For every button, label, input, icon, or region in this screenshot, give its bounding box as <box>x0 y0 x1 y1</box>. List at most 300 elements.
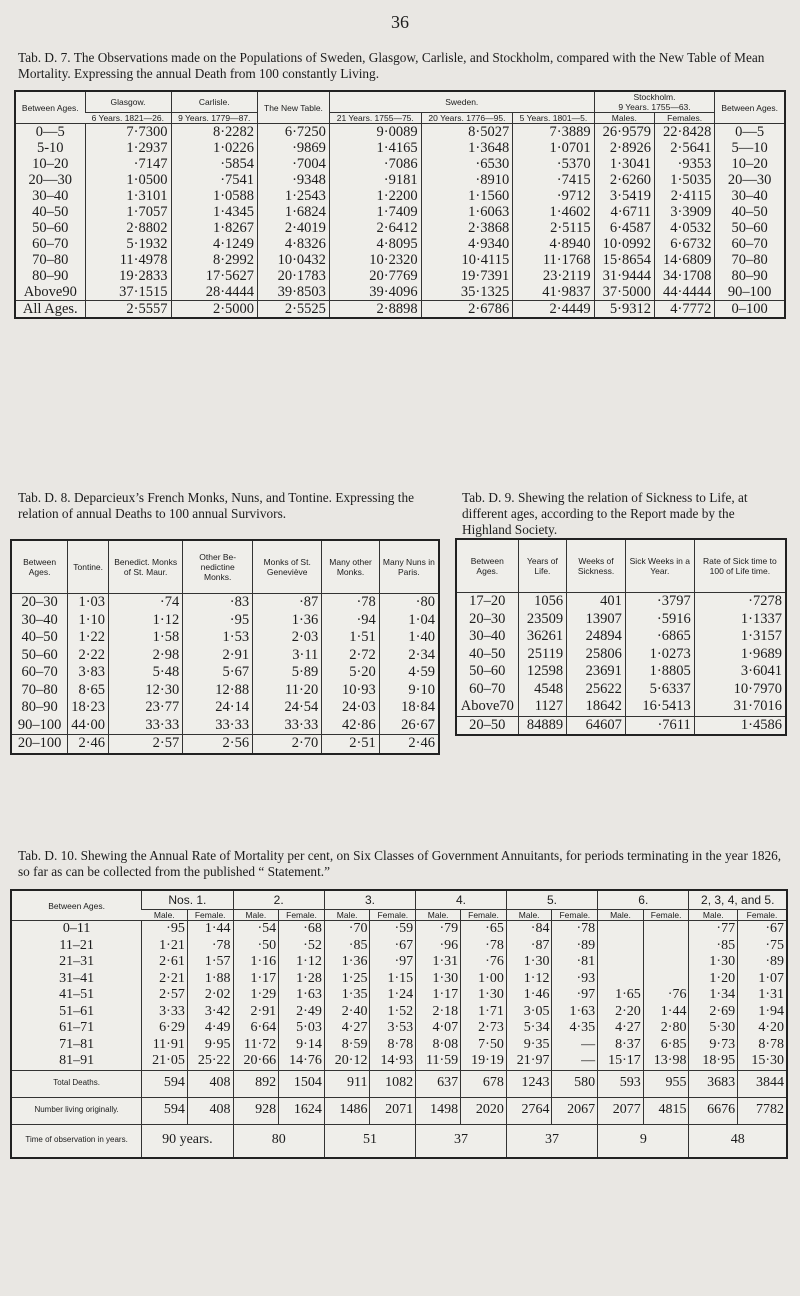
value-cell: 1·20 <box>689 971 738 988</box>
value-cell: ·50 <box>233 938 279 955</box>
total-cell: 84889 <box>518 716 567 735</box>
value-cell: 1·0273 <box>625 646 694 664</box>
value-cell: ·83 <box>183 594 253 612</box>
total-cell: 2·8898 <box>329 301 421 319</box>
value-cell: 1·7409 <box>329 204 421 220</box>
value-cell: 1·12 <box>279 954 325 971</box>
col-glasgow-sub: 6 Years. 1821—26. <box>85 113 171 124</box>
value-cell: 37 <box>416 1124 507 1158</box>
value-cell: 2·98 <box>109 647 183 665</box>
total-cell: 2·5000 <box>171 301 258 319</box>
table2-header: Benedict. Monks of St. Maur. <box>109 540 183 594</box>
french-monks-table <box>10 539 440 755</box>
table-row <box>11 987 787 1004</box>
value-cell: 1·53 <box>183 629 253 647</box>
table-row <box>15 204 785 220</box>
class-header: 6. <box>598 890 689 910</box>
value-cell: 8·2992 <box>171 252 258 268</box>
value-cell: 1243 <box>506 1070 552 1097</box>
age-cell: 81–91 <box>59 1053 95 1068</box>
value-cell: 1·0500 <box>85 172 171 188</box>
value-cell: 1·35 <box>324 987 370 1004</box>
value-cell: 3·11 <box>253 647 322 665</box>
value-cell: 36261 <box>518 628 567 646</box>
value-cell: 2·4019 <box>258 220 330 236</box>
value-cell: 1082 <box>370 1070 416 1097</box>
value-cell: 2·61 <box>142 954 188 971</box>
value-cell: 24·03 <box>322 699 380 717</box>
value-cell: ·9712 <box>513 188 594 204</box>
value-cell: 1·21 <box>142 938 188 955</box>
value-cell: 3·83 <box>68 664 109 682</box>
value-cell: 37·5000 <box>594 284 654 301</box>
age-cell: 5—10 <box>715 140 785 156</box>
total-cell: 2·4449 <box>513 301 594 319</box>
value-cell: 1·57 <box>187 954 233 971</box>
total-label: All Ages. <box>15 301 85 319</box>
value-cell: ·78 <box>461 938 507 955</box>
value-cell: ·7541 <box>171 172 258 188</box>
age-cell: 70–80 <box>21 681 58 698</box>
value-cell: ·95 <box>183 612 253 630</box>
table-row <box>15 284 785 301</box>
value-cell: 6·4587 <box>594 220 654 236</box>
value-cell: 41·9837 <box>513 284 594 301</box>
page-number: 36 <box>391 12 409 32</box>
age-cell: 40–50 <box>32 204 69 220</box>
value-cell: 1·10 <box>68 612 109 630</box>
value-cell: 9 <box>598 1124 689 1158</box>
value-cell: 11·20 <box>253 682 322 700</box>
table2-header: Many other Monks. <box>322 540 380 594</box>
class-header: 5. <box>506 890 597 910</box>
value-cell: 1624 <box>279 1097 325 1124</box>
value-cell: 2·80 <box>643 1020 689 1037</box>
value-cell: 39·4096 <box>329 284 421 301</box>
value-cell <box>598 938 644 955</box>
age-cell: 40–50 <box>21 629 58 645</box>
value-cell: 26·9579 <box>594 124 654 141</box>
value-cell <box>643 954 689 971</box>
col-between-ages-right: Between Ages. <box>715 91 785 124</box>
male-header: Male. <box>506 910 552 921</box>
total-cell: 1·4586 <box>694 716 786 735</box>
value-cell: — <box>552 1053 598 1070</box>
table3-header: Between Ages. <box>456 539 518 593</box>
value-cell: 2·8926 <box>594 140 654 156</box>
value-cell: ·5370 <box>513 156 594 172</box>
table2-header: Monks of St. Geneviève <box>253 540 322 594</box>
value-cell: 1·17 <box>416 987 461 1004</box>
value-cell: ·94 <box>322 612 380 630</box>
value-cell: 18·23 <box>68 699 109 717</box>
total-label: 20–50 <box>456 716 518 735</box>
value-cell: 2·18 <box>416 1004 461 1021</box>
value-cell: 1·9689 <box>694 646 786 664</box>
col-carlisle: Carlisle. <box>171 91 258 113</box>
value-cell: ·75 <box>738 938 787 955</box>
value-cell: 2·3868 <box>421 220 513 236</box>
class-header: 2, 3, 4, and 5. <box>689 890 787 910</box>
value-cell: 1·28 <box>279 971 325 988</box>
table-row <box>456 681 786 699</box>
total-cell: 2·56 <box>183 735 253 754</box>
age-cell: 20—30 <box>715 172 785 188</box>
value-cell: 9·95 <box>187 1037 233 1054</box>
col-between-ages: Between Ages. <box>15 91 85 124</box>
value-cell: 7782 <box>738 1097 787 1124</box>
table-row <box>15 268 785 284</box>
value-cell: 11·59 <box>416 1053 461 1070</box>
value-cell: 4·35 <box>552 1020 598 1037</box>
value-cell: 19·19 <box>461 1053 507 1070</box>
value-cell: 8·37 <box>598 1037 644 1054</box>
table-row <box>11 1037 787 1054</box>
value-cell: 1·0701 <box>513 140 594 156</box>
age-cell: 90–100 <box>715 284 785 301</box>
value-cell: 2·73 <box>461 1020 507 1037</box>
value-cell: 1·94 <box>738 1004 787 1021</box>
value-cell: 911 <box>324 1070 370 1097</box>
table2-header-row <box>11 540 439 594</box>
table-row <box>11 629 439 647</box>
total-cell: 2·51 <box>322 735 380 754</box>
value-cell: 1·04 <box>379 612 439 630</box>
value-cell: 2·40 <box>324 1004 370 1021</box>
value-cell: 8·65 <box>68 682 109 700</box>
table-row <box>15 172 785 188</box>
age-cell: Above90 <box>23 284 77 300</box>
value-cell: ·79 <box>416 921 461 938</box>
age-cell: 60–70 <box>21 664 58 680</box>
value-cell: 1486 <box>324 1097 370 1124</box>
value-cell: 1·29 <box>233 987 279 1004</box>
value-cell: 14·76 <box>279 1053 325 1070</box>
age-cell: 51–61 <box>59 1003 95 1019</box>
age-cell: 30–40 <box>32 188 69 204</box>
value-cell: 1·30 <box>506 954 552 971</box>
value-cell: 20·1783 <box>258 268 330 284</box>
table-row <box>11 594 439 612</box>
age-cell: 20—30 <box>28 172 73 188</box>
value-cell: 6676 <box>689 1097 738 1124</box>
table4-caption: Tab. D. 10. Shewing the Annual Rate of Mortality per cent, on Six Classes of Government Annuitants, for periods terminating in the year 1826, so far as can be collected from the published “ Statement.” <box>18 848 782 879</box>
value-cell: 1·40 <box>379 629 439 647</box>
value-cell: 1·4345 <box>171 204 258 220</box>
value-cell: 1·8805 <box>625 663 694 681</box>
value-cell: 12598 <box>518 663 567 681</box>
value-cell: 2·03 <box>253 629 322 647</box>
table-row <box>11 1053 787 1070</box>
between-ages-header: Between Ages. <box>11 890 142 921</box>
value-cell: 4·20 <box>738 1020 787 1037</box>
value-cell: ·95 <box>142 921 188 938</box>
class-header: Nos. 1. <box>142 890 233 910</box>
value-cell: 10·93 <box>322 682 380 700</box>
value-cell: 28·4444 <box>171 284 258 301</box>
value-cell: 408 <box>187 1070 233 1097</box>
value-cell: 1·36 <box>253 612 322 630</box>
stockholm-title: Stockholm. <box>633 92 676 102</box>
value-cell: ·5916 <box>625 611 694 629</box>
table-row <box>15 124 785 141</box>
class-header: 4. <box>416 890 507 910</box>
value-cell: 10·0432 <box>258 252 330 268</box>
table-row <box>456 698 786 716</box>
value-cell: 892 <box>233 1070 279 1097</box>
value-cell: 594 <box>142 1070 188 1097</box>
female-header: Female. <box>279 910 325 921</box>
value-cell: ·7086 <box>329 156 421 172</box>
value-cell: 4·6711 <box>594 204 654 220</box>
value-cell: 34·1708 <box>654 268 714 284</box>
value-cell: 11·1768 <box>513 252 594 268</box>
stockholm-sub: 9 Years. 1755—63. <box>618 102 691 112</box>
value-cell: ·70 <box>324 921 370 938</box>
value-cell: 1·12 <box>506 971 552 988</box>
value-cell: ·5854 <box>171 156 258 172</box>
value-cell: 18·95 <box>689 1053 738 1070</box>
table-row <box>456 628 786 646</box>
value-cell: 1·44 <box>643 1004 689 1021</box>
total-row <box>11 735 439 754</box>
value-cell: 4·9340 <box>421 236 513 252</box>
table-row <box>11 699 439 717</box>
value-cell: ·9348 <box>258 172 330 188</box>
value-cell: 51 <box>324 1124 415 1158</box>
age-cell: 60–70 <box>469 680 506 697</box>
table-row <box>11 1004 787 1021</box>
col-sweden-c: 5 Years. 1801—5. <box>513 113 594 124</box>
value-cell: 1·4602 <box>513 204 594 220</box>
value-cell: ·7147 <box>85 156 171 172</box>
value-cell: 8·08 <box>416 1037 461 1054</box>
table-row <box>15 156 785 172</box>
value-cell: 1·16 <box>233 954 279 971</box>
total-cell: 2·5557 <box>85 301 171 319</box>
value-cell: 15·8654 <box>594 252 654 268</box>
table3-header: Years of Life. <box>518 539 567 593</box>
value-cell: 8·2282 <box>171 124 258 141</box>
value-cell: 21·97 <box>506 1053 552 1070</box>
value-cell: 11·72 <box>233 1037 279 1054</box>
table-row <box>15 220 785 236</box>
value-cell: 1·36 <box>324 954 370 971</box>
value-cell: 4·27 <box>598 1020 644 1037</box>
annuitants-table <box>10 889 788 1159</box>
total-cell: 64607 <box>567 716 626 735</box>
value-cell: 1·34 <box>689 987 738 1004</box>
table3-header-row <box>456 539 786 593</box>
value-cell: 1·0588 <box>171 188 258 204</box>
value-cell: 6·64 <box>233 1020 279 1037</box>
value-cell: 2·8802 <box>85 220 171 236</box>
value-cell: 18642 <box>567 698 626 716</box>
age-cell: 20–30 <box>21 594 58 610</box>
age-cell: 41–51 <box>59 987 95 1002</box>
value-cell: 3·6041 <box>694 663 786 681</box>
value-cell: 15·30 <box>738 1053 787 1070</box>
value-cell: 19·2833 <box>85 268 171 284</box>
value-cell: 21·05 <box>142 1053 188 1070</box>
total-cell: 2·46 <box>68 735 109 754</box>
value-cell: 3683 <box>689 1070 738 1097</box>
value-cell: ·7278 <box>694 593 786 611</box>
value-cell: 6·7250 <box>258 124 330 141</box>
table-row <box>11 971 787 988</box>
table4-body <box>11 921 787 1158</box>
female-header: Female. <box>187 910 233 921</box>
table2-caption: Tab. D. 8. Deparcieux’s French Monks, Nuns, and Tontine. Expressing the relation of annual Deaths to 100 annual Survivors. <box>18 490 414 521</box>
value-cell: 24894 <box>567 628 626 646</box>
value-cell: 17·5627 <box>171 268 258 284</box>
value-cell: ·81 <box>552 954 598 971</box>
value-cell: 2077 <box>598 1097 644 1124</box>
value-cell <box>643 921 689 938</box>
value-cell <box>643 938 689 955</box>
value-cell: 1·1560 <box>421 188 513 204</box>
value-cell: 1·31 <box>416 954 461 971</box>
value-cell: 1·7057 <box>85 204 171 220</box>
table3-header: Sick Weeks in a Year. <box>625 539 694 593</box>
value-cell: 2·49 <box>279 1004 325 1021</box>
value-cell: 42·86 <box>322 717 380 735</box>
value-cell: ·97 <box>552 987 598 1004</box>
age-cell: 40–50 <box>715 204 785 220</box>
value-cell: ·67 <box>738 921 787 938</box>
value-cell: 37 <box>506 1124 597 1158</box>
value-cell: 1·3041 <box>594 156 654 172</box>
value-cell: 1·22 <box>68 629 109 647</box>
age-cell: 30–40 <box>469 628 506 644</box>
value-cell: 9·0089 <box>329 124 421 141</box>
value-cell: 2·21 <box>142 971 188 988</box>
total-row <box>456 716 786 735</box>
value-cell: 1·12 <box>109 612 183 630</box>
age-cell: 50–60 <box>469 663 506 679</box>
value-cell: 2·22 <box>68 647 109 665</box>
value-cell: 33·33 <box>253 717 322 735</box>
value-cell: 10·0992 <box>594 236 654 252</box>
col-sweden: Sweden. <box>329 91 594 113</box>
female-header: Female. <box>370 910 416 921</box>
value-cell: 39·8503 <box>258 284 330 301</box>
value-cell: 7·50 <box>461 1037 507 1054</box>
value-cell: 928 <box>233 1097 279 1124</box>
value-cell: 20·7769 <box>329 268 421 284</box>
table2-header: Between Ages. <box>11 540 68 594</box>
value-cell: 1·88 <box>187 971 233 988</box>
table-row <box>456 611 786 629</box>
value-cell: 8·78 <box>738 1037 787 1054</box>
table-row <box>11 612 439 630</box>
value-cell: 9·35 <box>506 1037 552 1054</box>
value-cell: 13·98 <box>643 1053 689 1070</box>
value-cell: 9·14 <box>279 1037 325 1054</box>
value-cell: 80 <box>233 1124 324 1158</box>
female-header: Female. <box>738 910 787 921</box>
value-cell: 4·0532 <box>654 220 714 236</box>
value-cell: 23691 <box>567 663 626 681</box>
value-cell: ·85 <box>324 938 370 955</box>
value-cell: 14·93 <box>370 1053 416 1070</box>
table1-caption: Tab. D. 7. The Observations made on the Populations of Sweden, Glasgow, Carlisle, and Stockholm, compared with the New Table of Mean Mortality. Expressing the annual Death from 100 constantly Living. <box>18 50 765 81</box>
value-cell: 2·72 <box>322 647 380 665</box>
col-glasgow: Glasgow. <box>85 91 171 113</box>
value-cell: 6·29 <box>142 1020 188 1037</box>
class-header: 2. <box>233 890 324 910</box>
value-cell: 5·67 <box>183 664 253 682</box>
total-cell: 0–100 <box>715 301 785 319</box>
value-cell: ·8910 <box>421 172 513 188</box>
value-cell: 8·5027 <box>421 124 513 141</box>
total-deaths-row <box>11 1070 787 1097</box>
age-cell: 80–90 <box>32 268 69 284</box>
male-header: Male. <box>598 910 644 921</box>
age-cell: 21–31 <box>59 954 95 969</box>
table-row <box>11 921 787 938</box>
value-cell: 14·6809 <box>654 252 714 268</box>
male-header: Male. <box>324 910 370 921</box>
age-cell: 5-10 <box>36 140 64 156</box>
value-cell: 1·0226 <box>171 140 258 156</box>
value-cell: 2·4115 <box>654 188 714 204</box>
value-cell: 8·78 <box>370 1037 416 1054</box>
value-cell: 1·6063 <box>421 204 513 220</box>
value-cell: 4·27 <box>324 1020 370 1037</box>
value-cell: 1·3157 <box>694 628 786 646</box>
value-cell: 1·24 <box>370 987 416 1004</box>
value-cell: 1·3101 <box>85 188 171 204</box>
value-cell: 1·30 <box>416 971 461 988</box>
age-cell: 50–60 <box>715 220 785 236</box>
value-cell: 1·25 <box>324 971 370 988</box>
value-cell: 1·2200 <box>329 188 421 204</box>
table-row <box>456 663 786 681</box>
mortality-comparison-table <box>14 90 786 319</box>
value-cell: 25622 <box>567 681 626 699</box>
value-cell: 33·33 <box>183 717 253 735</box>
value-cell: 1·30 <box>461 987 507 1004</box>
total-cell: 2·57 <box>109 735 183 754</box>
value-cell: ·78 <box>187 938 233 955</box>
value-cell: ·7004 <box>258 156 330 172</box>
age-cell: 0–11 <box>62 921 91 936</box>
value-cell: 5·30 <box>689 1020 738 1037</box>
table-row <box>11 717 439 735</box>
total-cell: 2·70 <box>253 735 322 754</box>
table-row <box>15 188 785 204</box>
value-cell: 13907 <box>567 611 626 629</box>
value-cell: 31·7016 <box>694 698 786 716</box>
age-cell: 30–40 <box>715 188 785 204</box>
value-cell: 7·3889 <box>513 124 594 141</box>
table-row <box>11 938 787 955</box>
total-cell: 2·6786 <box>421 301 513 319</box>
value-cell: 23·2119 <box>513 268 594 284</box>
value-cell: 4815 <box>643 1097 689 1124</box>
table4-group-header-row <box>11 890 787 910</box>
value-cell: 10·4115 <box>421 252 513 268</box>
value-cell: 594 <box>142 1097 188 1124</box>
table1-body <box>15 124 785 319</box>
value-cell: 23509 <box>518 611 567 629</box>
table-row <box>11 647 439 665</box>
value-cell: 5·20 <box>322 664 380 682</box>
value-cell: 26·67 <box>379 717 439 735</box>
total-cell: ·7611 <box>625 716 694 735</box>
value-cell: 1127 <box>518 698 567 716</box>
